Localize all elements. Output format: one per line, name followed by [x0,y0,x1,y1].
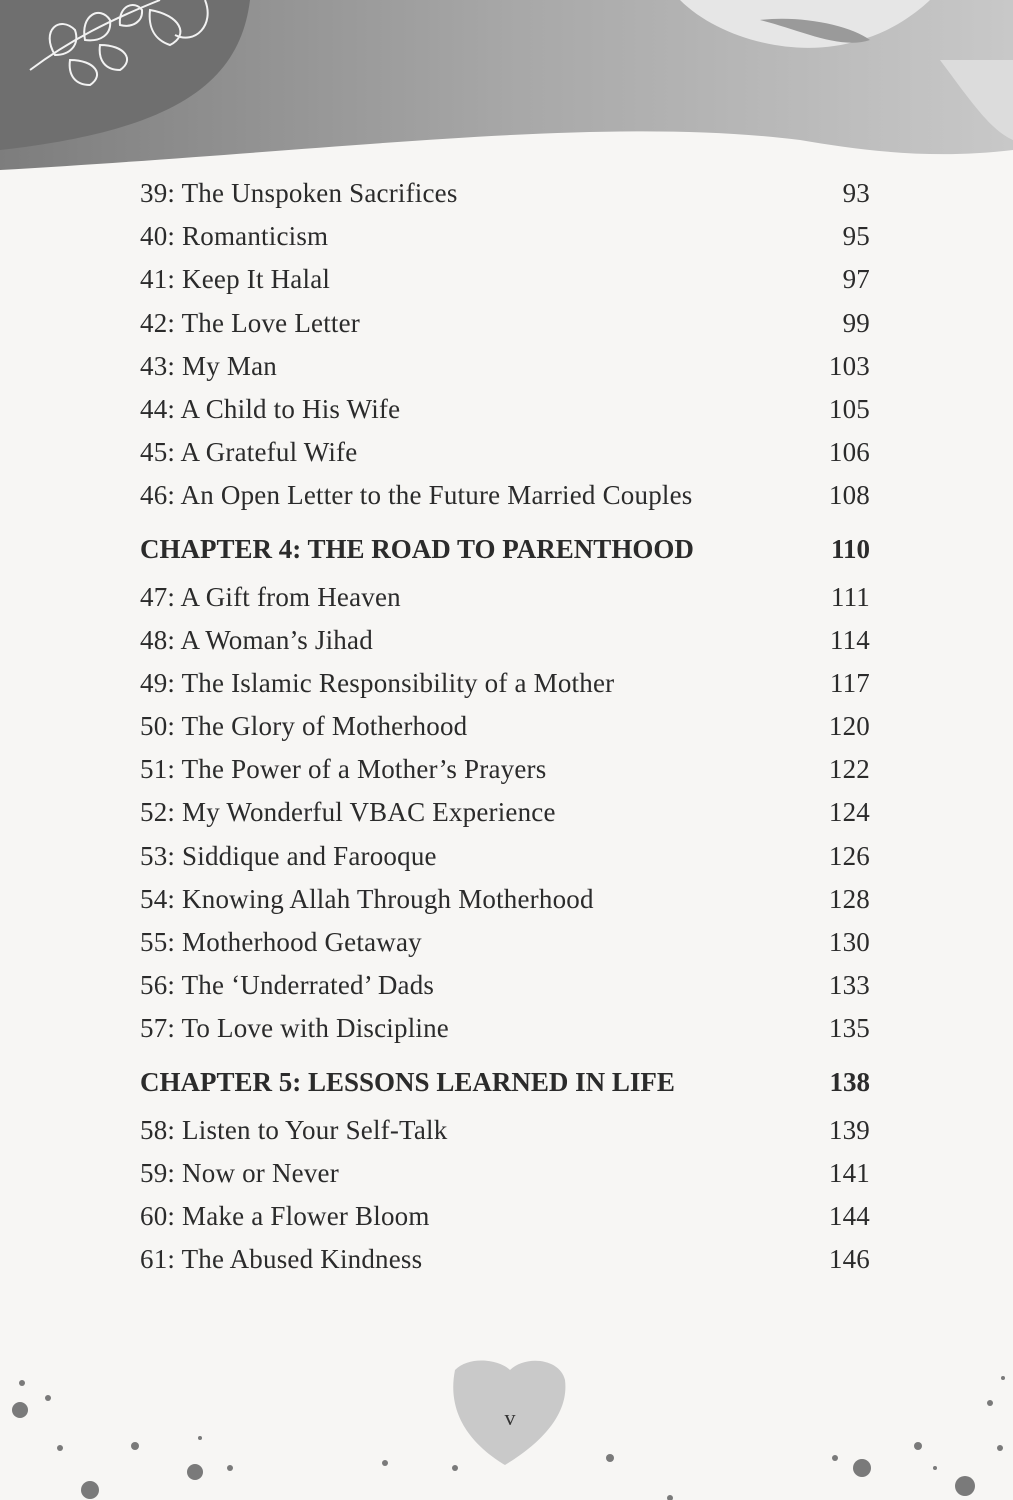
toc-entry-page: 135 [828,1013,870,1044]
toc-entry-page: 97 [842,264,870,295]
toc-entry[interactable] [140,625,870,668]
toc-entry[interactable] [140,351,870,394]
toc-entry-title: 40: Romanticism [140,221,329,252]
toc-entry-title: 57: To Love with Discipline [140,1013,449,1044]
toc-entry-page: 93 [842,178,870,208]
toc-entry-title: 42: The Love Letter [140,307,360,338]
toc-entry-page: 105 [828,393,870,424]
toc-entry-title: 58: Listen to Your Self-Talk [140,1114,448,1145]
toc-entry[interactable] [140,1115,870,1158]
toc-entry-page: 103 [828,350,870,381]
toc-entry-page: 141 [828,1157,870,1188]
toc-entry-page: 139 [828,1114,870,1145]
toc-entry-title: 55: Motherhood Getaway [140,927,422,957]
toc-entry-title: 46: An Open Letter to the Future Married Couples [140,480,693,511]
chapter-title: CHAPTER 4: THE ROAD TO PARENTHOOD [140,533,694,564]
toc-entry-title: 50: The Glory of Motherhood [140,711,468,742]
toc-entry[interactable] [140,1013,870,1056]
toc-entry-title: 48: A Woman’s Jihad [140,624,373,655]
chapter-page: 138 [829,1066,870,1097]
toc-entry-page: 146 [828,1244,870,1275]
toc-entry-title: 45: A Grateful Wife [140,437,358,468]
toc-entry[interactable] [140,797,870,840]
toc-entry-page: 99 [842,307,870,338]
toc-entry-page: 106 [828,437,870,468]
toc-entry-page: 117 [829,667,870,698]
toc-entry[interactable] [140,841,870,884]
toc-entry[interactable] [140,970,870,1013]
toc-entry-title: 47: A Gift from Heaven [140,581,401,612]
toc-entry-page: 111 [830,581,870,612]
toc-entry[interactable] [140,754,870,797]
toc-entry[interactable] [140,394,870,437]
toc-entry-page: 130 [828,927,870,957]
chapter-title: CHAPTER 5: LESSONS LEARNED IN LIFE [140,1066,675,1097]
chapter-heading[interactable] [140,1057,870,1115]
toc-entry-page: 114 [829,624,870,655]
toc-entry-page: 120 [828,711,870,742]
toc-entry-title: 52: My Wonderful VBAC Experience [140,797,556,828]
chapter-heading[interactable] [140,524,870,582]
toc-entry[interactable] [140,264,870,307]
chapter-page: 110 [830,533,870,564]
toc-entry-title: 49: The Islamic Responsibility of a Mother [140,667,615,698]
toc-entry-page: 108 [828,480,870,511]
toc-entry[interactable] [140,884,870,927]
toc-entry[interactable] [140,1201,870,1244]
toc-entry-page: 126 [828,840,870,871]
toc-entry-title: 56: The ‘Underrated’ Dads [140,970,435,1001]
toc-entry-page: 122 [828,754,870,785]
toc-entry-title: 43: My Man [140,350,277,381]
toc-entry-page: 144 [828,1200,870,1231]
toc-entry-title: 60: Make a Flower Bloom [140,1200,430,1231]
toc-entry[interactable] [140,582,870,625]
toc-entry-title: 39: The Unspoken Sacrifices [140,178,458,208]
toc-entry[interactable] [140,221,870,264]
toc-entry-page: 124 [828,797,870,828]
page-number: v [504,1405,516,1430]
toc-entry[interactable] [140,668,870,711]
toc-entry-page: 95 [842,221,870,252]
toc-entry[interactable] [140,927,870,970]
toc-entry-title: 41: Keep It Halal [140,264,331,295]
toc-entry[interactable] [140,1244,870,1287]
toc-entry-title: 51: The Power of a Mother’s Prayers [140,754,547,785]
toc-entry-page: 128 [828,883,870,914]
toc-entry[interactable] [140,1158,870,1201]
table-of-contents [140,178,870,1287]
toc-entry-page: 133 [828,970,870,1001]
toc-entry-title: 53: Siddique and Farooque [140,840,437,871]
toc-entry-title: 59: Now or Never [140,1157,339,1188]
toc-entry[interactable] [140,480,870,523]
toc-entry-title: 54: Knowing Allah Through Motherhood [140,883,594,914]
header-decoration [0,0,1013,175]
toc-entry[interactable] [140,178,870,221]
toc-entry[interactable] [140,308,870,351]
toc-entry-title: 44: A Child to His Wife [140,393,401,424]
toc-entry-title: 61: The Abused Kindness [140,1244,423,1275]
toc-entry[interactable] [140,711,870,754]
toc-entry[interactable] [140,437,870,480]
